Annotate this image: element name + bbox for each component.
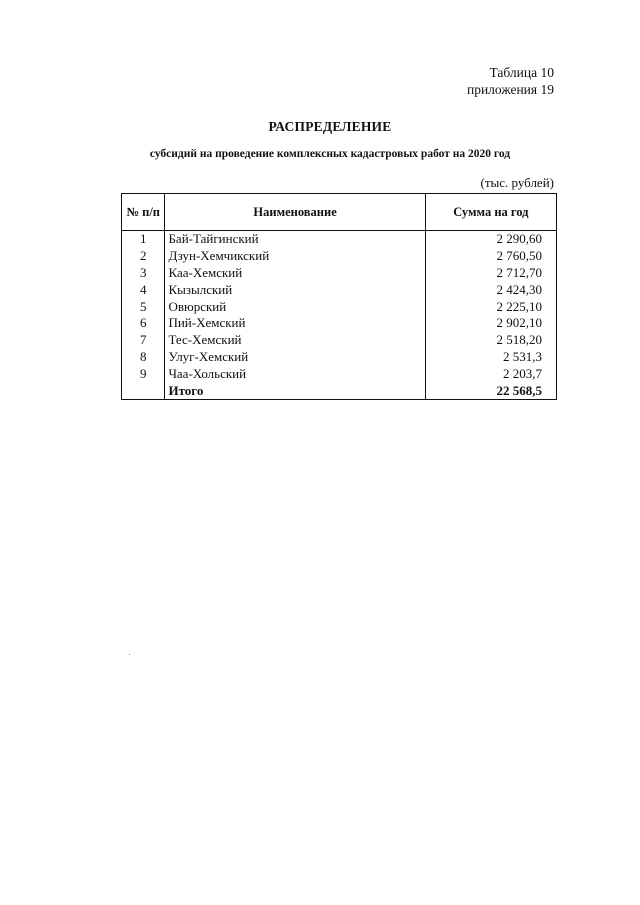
scan-speck [129,654,130,655]
total-sum: 22 568,5 [425,382,556,399]
table-row [122,265,557,282]
row-number: 7 [122,332,165,349]
table-row [122,298,557,315]
table-total-row [122,382,557,399]
appendix-reference: приложения 19 [466,82,554,97]
row-name: Тес-Хемский [165,332,425,349]
table-row [122,248,557,265]
table-row [122,365,557,382]
reference-block [467,64,554,98]
row-number: 3 [122,265,165,282]
table-row [122,315,557,332]
row-name: Дзун-Хемчикский [165,248,425,265]
row-sum: 2 225,10 [425,298,556,315]
row-name: Овюрский [165,298,425,315]
row-sum: 2 203,7 [425,365,556,382]
row-name: Бай-Тайгинский [165,231,425,248]
column-header-sum: Сумма на год [425,194,556,231]
row-sum: 2 518,20 [425,332,556,349]
document-subtitle: субсидий на проведение комплексных кадастровых работ на 2020 год [149,148,511,160]
table-row [122,231,557,248]
row-sum: 2 290,60 [425,231,556,248]
row-name: Улуг-Хемский [165,349,425,366]
row-number: 1 [122,231,165,248]
total-number [122,382,165,399]
row-number: 2 [122,248,165,265]
row-name: Каа-Хемский [165,265,425,282]
table-row [122,349,557,366]
row-number: 9 [122,365,165,382]
unit-label: (тыс. рублей) [480,175,554,190]
table-reference: Таблица 10 [489,65,554,80]
row-sum: 2 902,10 [425,315,556,332]
column-header-number: № п/п [122,194,165,231]
row-name: Пий-Хемский [165,315,425,332]
row-sum: 2 531,3 [425,349,556,366]
row-sum: 2 760,50 [425,248,556,265]
row-name: Кызылский [165,281,425,298]
total-label: Итого [165,382,425,399]
table-header-row [122,194,557,231]
distribution-table [121,193,557,400]
row-sum: 2 712,70 [425,265,556,282]
row-sum: 2 424,30 [425,281,556,298]
table-row [122,281,557,298]
row-number: 8 [122,349,165,366]
column-header-name: Наименование [165,194,425,231]
document-title: РАСПРЕДЕЛЕНИЕ [268,119,392,134]
table-row [122,332,557,349]
row-name: Чаа-Хольский [165,365,425,382]
row-number: 5 [122,298,165,315]
row-number: 4 [122,281,165,298]
row-number: 6 [122,315,165,332]
